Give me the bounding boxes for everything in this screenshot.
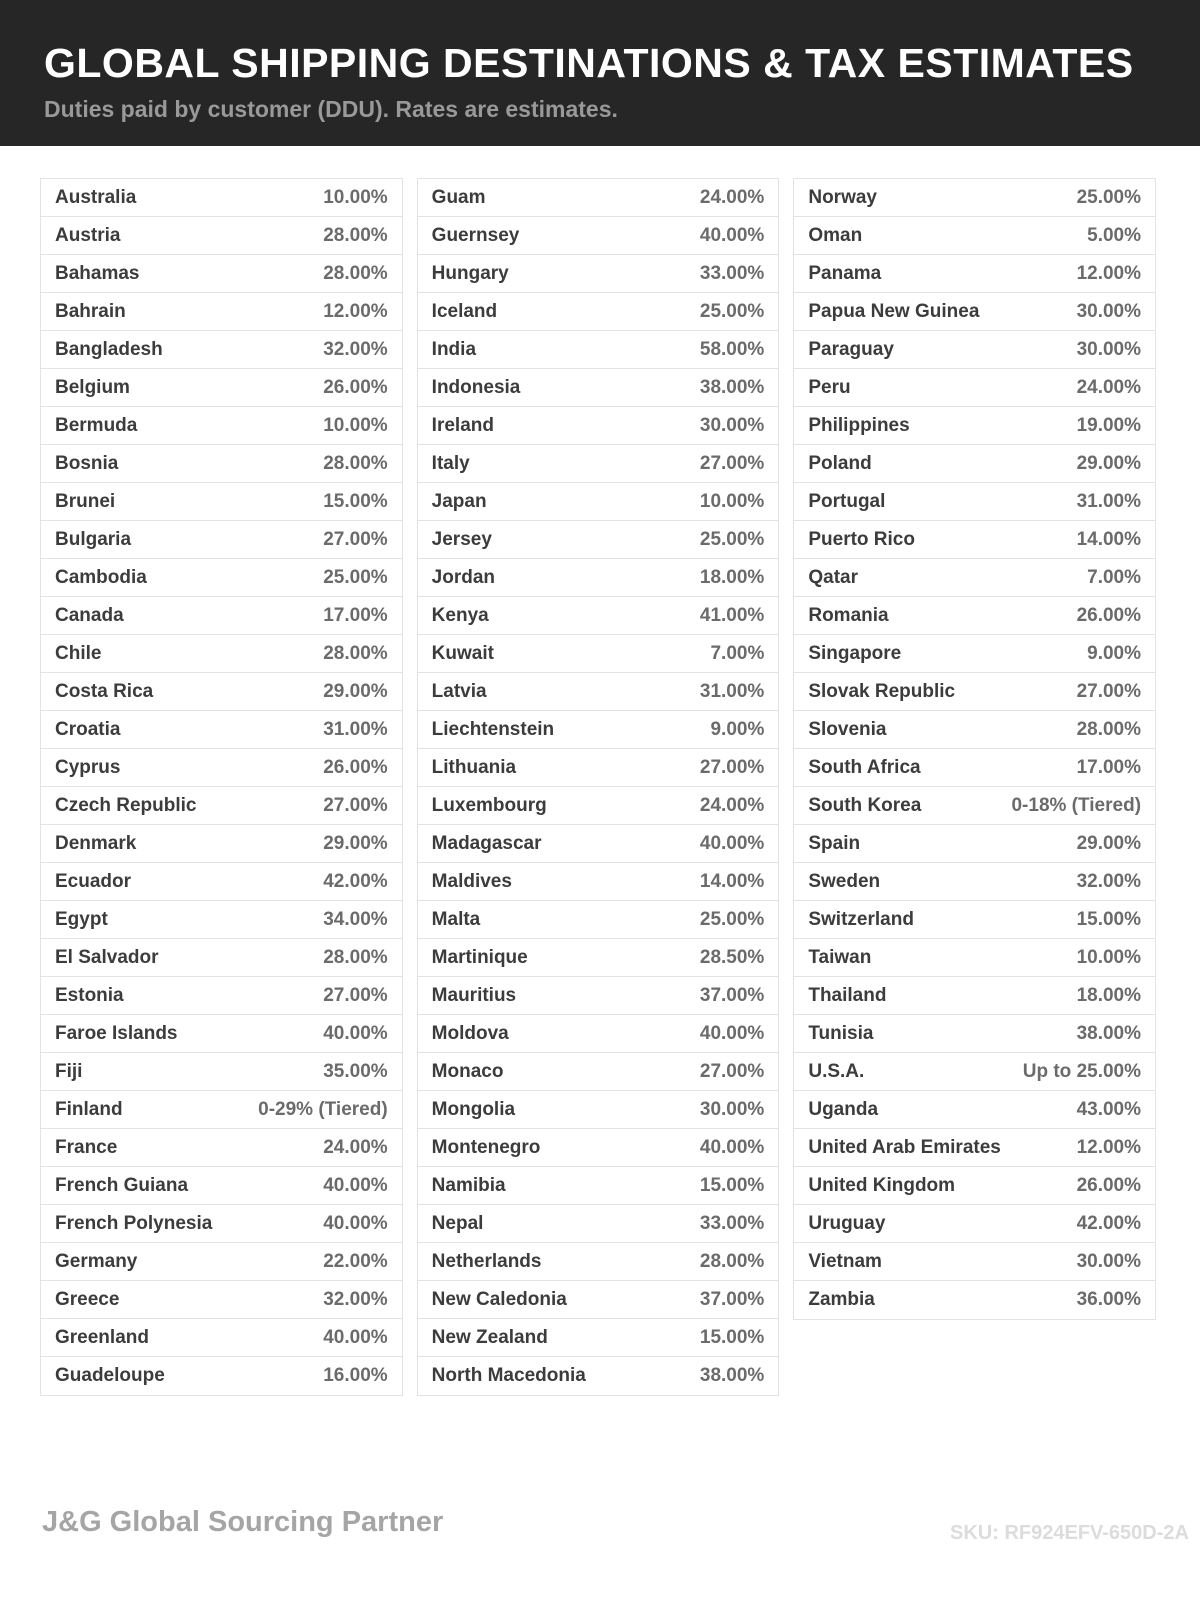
country-label: Bulgaria (55, 528, 132, 550)
rate-value: 40.00% (323, 1212, 388, 1234)
country-label: France (55, 1136, 118, 1158)
country-label: El Salvador (55, 946, 159, 968)
country-label: Kuwait (431, 642, 494, 664)
table-row (418, 863, 779, 901)
rate-value: 22.00% (323, 1250, 388, 1272)
country-label: Faroe Islands (55, 1022, 178, 1044)
country-label: Oman (808, 224, 863, 246)
country-label: Switzerland (808, 908, 914, 930)
table-row (418, 1053, 779, 1091)
table-row (41, 445, 402, 483)
country-label: French Guiana (55, 1174, 189, 1196)
country-label: South Korea (808, 794, 922, 816)
rate-value: 24.00% (1076, 376, 1142, 398)
country-label: Slovak Republic (808, 680, 956, 702)
rate-value: 7.00% (710, 642, 765, 664)
country-label: Bahamas (55, 262, 140, 284)
rate-value: 31.00% (1076, 490, 1142, 512)
table-row (794, 711, 1155, 749)
table-row (794, 1205, 1155, 1243)
table-row (418, 407, 779, 445)
table-row (794, 369, 1155, 407)
country-label: Lithuania (431, 756, 517, 778)
country-label: Madagascar (431, 832, 542, 854)
rate-value: 40.00% (323, 1174, 388, 1196)
rate-value: 33.00% (699, 1212, 765, 1234)
rate-value: 25.00% (699, 300, 765, 322)
table-row (418, 901, 779, 939)
country-label: Martinique (431, 946, 528, 968)
rate-value: 15.00% (323, 490, 388, 512)
country-label: Moldova (431, 1022, 509, 1044)
table-row (41, 597, 402, 635)
table-row (41, 217, 402, 255)
table-row (418, 369, 779, 407)
country-label: Philippines (808, 414, 910, 436)
rate-value: 37.00% (699, 984, 765, 1006)
country-label: Nepal (431, 1212, 484, 1234)
rate-value: 15.00% (1076, 908, 1142, 930)
country-label: Denmark (55, 832, 137, 854)
rate-value: 37.00% (699, 1288, 765, 1310)
country-label: Guernsey (431, 224, 520, 246)
table-row (794, 217, 1155, 255)
country-label: Costa Rica (55, 680, 154, 702)
rate-value: 27.00% (699, 452, 765, 474)
country-label: Canada (55, 604, 124, 626)
sku-label: SKU: RF924EFV-650D-2A (950, 1522, 1189, 1544)
country-label: Romania (808, 604, 889, 626)
table-row (794, 445, 1155, 483)
rate-value: 24.00% (699, 186, 765, 208)
country-label: Brunei (55, 490, 116, 512)
country-label: Spain (808, 832, 861, 854)
rate-value: 38.00% (699, 376, 765, 398)
table-row (794, 1281, 1155, 1319)
country-label: Latvia (431, 680, 487, 702)
rate-value: 29.00% (1076, 452, 1142, 474)
country-label: Liechtenstein (431, 718, 555, 740)
country-label: Fiji (55, 1060, 83, 1082)
country-label: New Zealand (431, 1326, 548, 1348)
table-row (418, 939, 779, 977)
country-label: Montenegro (431, 1136, 541, 1158)
country-label: New Caledonia (431, 1288, 567, 1310)
rate-value: 36.00% (1076, 1289, 1142, 1310)
country-label: Japan (431, 490, 487, 512)
country-label: Ireland (431, 414, 494, 436)
rate-value: 16.00% (323, 1365, 388, 1386)
country-label: Bermuda (55, 414, 138, 436)
table-row (418, 749, 779, 787)
table-row (418, 483, 779, 521)
rate-value: 12.00% (323, 300, 388, 322)
rate-value: 12.00% (1076, 262, 1142, 284)
rate-value: 33.00% (699, 262, 765, 284)
rate-value: 26.00% (1076, 604, 1142, 626)
table-row (794, 673, 1155, 711)
country-label: Finland (55, 1098, 123, 1120)
country-label: Maldives (431, 870, 512, 892)
table-row (794, 825, 1155, 863)
rate-value: 30.00% (699, 414, 765, 436)
country-label: Monaco (431, 1060, 504, 1082)
country-label: Mauritius (431, 984, 517, 1006)
table-row (41, 1205, 402, 1243)
country-label: French Polynesia (55, 1212, 213, 1234)
rate-value: 32.00% (323, 338, 388, 360)
table-row (418, 787, 779, 825)
rate-value: 35.00% (323, 1060, 388, 1082)
rate-value: 31.00% (323, 718, 388, 740)
page-subtitle: Duties paid by customer (DDU). Rates are estimates. (44, 96, 618, 122)
table-row (794, 1053, 1155, 1091)
table-row (794, 255, 1155, 293)
country-label: Tunisia (808, 1022, 874, 1044)
country-label: Kenya (431, 604, 489, 626)
country-label: Ecuador (55, 870, 132, 892)
table-row (794, 1167, 1155, 1205)
rate-value: 28.00% (323, 262, 388, 284)
rate-value: 38.00% (1076, 1022, 1142, 1044)
table-row (794, 901, 1155, 939)
table-row (418, 1357, 779, 1395)
table-row (418, 1129, 779, 1167)
table-row (418, 711, 779, 749)
country-label: Paraguay (808, 338, 894, 360)
country-label: South Africa (808, 756, 921, 778)
rate-value: 30.00% (1076, 338, 1142, 360)
table-row (418, 521, 779, 559)
rate-value: 28.00% (323, 642, 388, 664)
country-label: Indonesia (431, 376, 521, 398)
rate-value: 10.00% (699, 490, 765, 512)
rate-value: 9.00% (710, 718, 765, 740)
table-row (418, 559, 779, 597)
table-row (41, 1319, 402, 1357)
country-label: Cyprus (55, 756, 121, 778)
rate-value: 10.00% (323, 414, 388, 436)
country-label: Slovenia (808, 718, 887, 740)
rate-value: 9.00% (1087, 642, 1142, 664)
table-row (41, 711, 402, 749)
rate-value: 27.00% (699, 756, 765, 778)
rate-value: 18.00% (1076, 984, 1142, 1006)
rate-value: 41.00% (699, 604, 765, 626)
table-row (794, 293, 1155, 331)
country-label: Austria (55, 224, 121, 246)
table-row (41, 1281, 402, 1319)
country-label: Germany (55, 1250, 138, 1272)
rate-value: 58.00% (699, 338, 765, 360)
rate-value: 40.00% (699, 1022, 765, 1044)
table-row (794, 483, 1155, 521)
country-label: Taiwan (808, 946, 872, 968)
rate-value: 29.00% (1076, 832, 1142, 854)
table-row (41, 1015, 402, 1053)
rate-value: 29.00% (323, 832, 388, 854)
country-label: Guadeloupe (55, 1365, 165, 1386)
rate-value: 28.00% (323, 452, 388, 474)
table-row (794, 597, 1155, 635)
rate-value: 40.00% (323, 1022, 388, 1044)
table-row (418, 445, 779, 483)
table-row (41, 1167, 402, 1205)
table-row (41, 1053, 402, 1091)
rate-value: 27.00% (323, 794, 388, 816)
brand-name: J&G Global Sourcing Partner (42, 1506, 444, 1538)
country-label: Peru (808, 376, 851, 398)
table-row (41, 1243, 402, 1281)
table-row (794, 977, 1155, 1015)
table-row (41, 825, 402, 863)
country-label: India (431, 338, 477, 360)
country-label: Belgium (55, 376, 130, 398)
header-banner (0, 0, 1200, 146)
rate-value: 25.00% (699, 528, 765, 550)
rate-value: 27.00% (699, 1060, 765, 1082)
country-label: Puerto Rico (808, 528, 915, 550)
table-row (41, 673, 402, 711)
rate-value: 28.00% (699, 1250, 765, 1272)
rate-value: 34.00% (323, 908, 388, 930)
rate-value: 30.00% (1076, 1250, 1142, 1272)
rate-value: 32.00% (1076, 870, 1142, 892)
table-row (418, 635, 779, 673)
rate-value: 38.00% (699, 1365, 765, 1386)
country-label: Czech Republic (55, 794, 197, 816)
table-row (41, 331, 402, 369)
country-label: Estonia (55, 984, 124, 1006)
country-label: Bahrain (55, 300, 126, 322)
rate-value: 31.00% (699, 680, 765, 702)
country-label: Jersey (431, 528, 492, 550)
page-title: GLOBAL SHIPPING DESTINATIONS & TAX ESTIMATES (44, 40, 1134, 86)
table-row (794, 331, 1155, 369)
country-label: Australia (55, 186, 137, 208)
table-row (794, 559, 1155, 597)
rate-value: 14.00% (699, 870, 765, 892)
rate-value: 30.00% (1076, 300, 1142, 322)
table-row (41, 559, 402, 597)
rate-value: 27.00% (323, 528, 388, 550)
country-label: Croatia (55, 718, 121, 740)
rate-value: 15.00% (699, 1174, 765, 1196)
table-row (794, 1243, 1155, 1281)
table-row (418, 1091, 779, 1129)
rate-value: 32.00% (323, 1288, 388, 1310)
rate-value: 27.00% (323, 984, 388, 1006)
country-label: Norway (808, 186, 877, 208)
table-row (418, 977, 779, 1015)
country-label: Malta (431, 908, 481, 930)
country-label: Iceland (431, 300, 498, 322)
country-label: Portugal (808, 490, 886, 512)
rate-value: 27.00% (1076, 680, 1142, 702)
rate-value: 43.00% (1076, 1098, 1142, 1120)
rate-value: 0-29% (Tiered) (258, 1098, 388, 1120)
country-label: U.S.A. (808, 1060, 865, 1082)
table-row (41, 483, 402, 521)
table-row (418, 1281, 779, 1319)
country-label: United Kingdom (808, 1174, 956, 1196)
rate-value: 10.00% (323, 186, 388, 208)
table-row (418, 1167, 779, 1205)
table-row (41, 977, 402, 1015)
table-row (41, 293, 402, 331)
rate-value: 5.00% (1087, 224, 1142, 246)
table-row (41, 749, 402, 787)
rate-value: 42.00% (323, 870, 388, 892)
table-row (794, 787, 1155, 825)
country-label: Panama (808, 262, 882, 284)
table-row (794, 179, 1155, 217)
country-label: Bangladesh (55, 338, 163, 360)
country-label: Zambia (808, 1289, 875, 1310)
table-row (418, 1319, 779, 1357)
rate-value: 19.00% (1076, 414, 1142, 436)
table-row (41, 179, 402, 217)
rate-value: 28.00% (323, 946, 388, 968)
country-label: Mongolia (431, 1098, 516, 1120)
table-row (794, 939, 1155, 977)
country-label: United Arab Emirates (808, 1136, 1001, 1158)
rate-value: 29.00% (323, 680, 388, 702)
rate-value: 26.00% (323, 756, 388, 778)
table-row (418, 1243, 779, 1281)
country-label: Sweden (808, 870, 881, 892)
rate-value: 28.00% (323, 224, 388, 246)
table-row (41, 635, 402, 673)
table-row (418, 1015, 779, 1053)
table-row (794, 749, 1155, 787)
rate-value: 24.00% (699, 794, 765, 816)
table-row (794, 1129, 1155, 1167)
table-row (794, 1015, 1155, 1053)
rate-value: 25.00% (699, 908, 765, 930)
country-label: Thailand (808, 984, 887, 1006)
rate-value: 42.00% (1076, 1212, 1142, 1234)
rate-value: 7.00% (1087, 566, 1142, 588)
rate-value: 40.00% (323, 1326, 388, 1348)
table-row (41, 787, 402, 825)
table-row (794, 863, 1155, 901)
rates-table (0, 146, 1200, 1396)
table-row (41, 1091, 402, 1129)
country-label: Cambodia (55, 566, 147, 588)
rate-value: 40.00% (699, 832, 765, 854)
country-label: Egypt (55, 908, 108, 930)
country-label: Papua New Guinea (808, 300, 980, 322)
table-row (41, 901, 402, 939)
rate-value: 10.00% (1076, 946, 1142, 968)
rate-value: 26.00% (323, 376, 388, 398)
table-row (41, 939, 402, 977)
rate-value: 26.00% (1076, 1174, 1142, 1196)
table-row (794, 635, 1155, 673)
country-label: Jordan (431, 566, 496, 588)
country-label: Uganda (808, 1098, 879, 1120)
table-row (418, 825, 779, 863)
rate-value: 14.00% (1076, 528, 1142, 550)
rate-value: Up to 25.00% (1022, 1060, 1142, 1082)
country-label: Luxembourg (431, 794, 547, 816)
table-row (418, 217, 779, 255)
rate-value: 28.00% (1076, 718, 1142, 740)
table-row (418, 179, 779, 217)
country-label: Greece (55, 1288, 120, 1310)
table-row (41, 1129, 402, 1167)
rate-value: 17.00% (323, 604, 388, 626)
rate-column-2 (417, 178, 780, 1396)
rate-value: 15.00% (699, 1326, 765, 1348)
rate-column-1 (40, 178, 403, 1396)
country-label: Hungary (431, 262, 509, 284)
table-row (418, 597, 779, 635)
rate-value: 28.50% (699, 946, 765, 968)
rate-column-3 (793, 178, 1156, 1320)
country-label: Poland (808, 452, 872, 474)
rate-value: 18.00% (699, 566, 765, 588)
rate-value: 0-18% (Tiered) (1011, 794, 1142, 816)
table-row (794, 521, 1155, 559)
table-row (418, 1205, 779, 1243)
table-row (41, 863, 402, 901)
rate-value: 12.00% (1076, 1136, 1142, 1158)
country-label: Guam (431, 186, 486, 208)
rate-value: 25.00% (1076, 186, 1142, 208)
rate-value: 40.00% (699, 224, 765, 246)
table-row (41, 521, 402, 559)
table-row (418, 331, 779, 369)
country-label: Chile (55, 642, 102, 664)
table-row (794, 1091, 1155, 1129)
rate-value: 17.00% (1076, 756, 1142, 778)
country-label: Namibia (431, 1174, 506, 1196)
table-row (41, 1357, 402, 1395)
rate-value: 25.00% (323, 566, 388, 588)
table-row (418, 293, 779, 331)
rate-value: 24.00% (323, 1136, 388, 1158)
table-row (418, 255, 779, 293)
country-label: Singapore (808, 642, 902, 664)
table-row (418, 673, 779, 711)
country-label: Greenland (55, 1326, 149, 1348)
country-label: Italy (431, 452, 470, 474)
rate-value: 30.00% (699, 1098, 765, 1120)
rate-value: 40.00% (699, 1136, 765, 1158)
table-row (41, 369, 402, 407)
country-label: Uruguay (808, 1212, 886, 1234)
table-row (41, 255, 402, 293)
country-label: Vietnam (808, 1250, 882, 1272)
table-row (41, 407, 402, 445)
country-label: North Macedonia (431, 1365, 586, 1386)
table-row (794, 407, 1155, 445)
country-label: Netherlands (431, 1250, 542, 1272)
country-label: Bosnia (55, 452, 119, 474)
country-label: Qatar (808, 566, 858, 588)
